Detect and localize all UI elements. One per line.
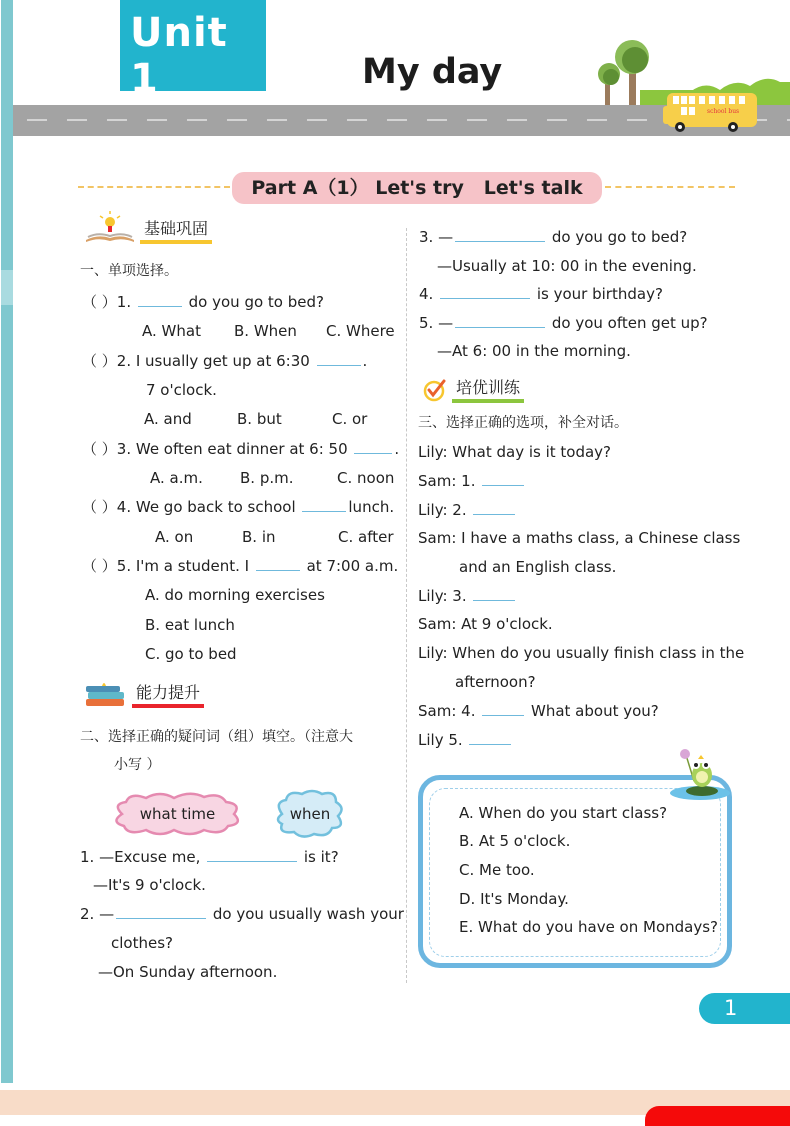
dialogue-line-cont: and an English class. <box>459 558 617 576</box>
option: B. in <box>242 528 276 546</box>
option-d: D. It's Monday. <box>459 890 569 908</box>
blank[interactable] <box>469 732 511 745</box>
option: A. and <box>144 410 192 428</box>
word-bank-what-time <box>110 790 245 838</box>
answer-paren[interactable]: （ ） <box>82 498 117 516</box>
option-e: E. What do you have on Mondays? <box>459 918 719 936</box>
q1-item-2-cont: 7 o'clock. <box>146 381 217 399</box>
q1-item-4-options <box>155 527 394 547</box>
answer-paren[interactable]: （ ） <box>82 440 117 458</box>
dialogue-line: Sam: I have a maths class, a Chinese class <box>418 529 741 547</box>
dialogue-line: Lily: What day is it today? <box>418 443 612 461</box>
option: A. a.m. <box>150 469 203 487</box>
lightbulb-book-icon <box>84 210 136 244</box>
word-bank-label: what time <box>139 805 216 823</box>
school-bus-icon <box>663 93 757 132</box>
q1-item-5-option-b: B. eat lunch <box>145 616 235 634</box>
option: A. What <box>142 322 201 340</box>
word-bank-when <box>274 788 346 840</box>
q1-item-3: （ ）3. We often eat dinner at 6: 50 . <box>82 440 400 458</box>
dialogue-line: Lily: 3. <box>418 586 517 606</box>
q1-item-1-options <box>142 321 395 341</box>
q1-item-5-option-a: A. do morning exercises <box>145 586 325 604</box>
blank[interactable] <box>440 286 530 299</box>
q2-item-5: 5. — do you often get up? <box>419 314 708 332</box>
dialogue-line: Lily: When do you usually finish class in the <box>418 644 745 662</box>
blank[interactable] <box>455 229 545 242</box>
q2-item-3-answer: —Usually at 10: 00 in the evening. <box>437 257 697 275</box>
dashed-rule-right <box>605 186 735 188</box>
q1-item-2-options <box>144 409 367 429</box>
q1-instruction: 一、单项选择。 <box>80 263 178 279</box>
option-c: C. Me too. <box>459 861 535 879</box>
books-icon <box>84 680 128 708</box>
school-bus-scene-illustration <box>595 40 790 136</box>
option: C. Where <box>326 322 395 340</box>
section-title: 培优训练 <box>452 375 524 403</box>
q1-item-4: （ ）4. We go back to school lunch. <box>82 498 395 516</box>
section-advanced <box>422 375 524 403</box>
blank[interactable] <box>455 315 545 328</box>
dialogue-line: Sam: 4. What about you? <box>418 702 659 720</box>
bus-text: school bus <box>707 108 740 115</box>
bottom-red-tab <box>645 1106 790 1126</box>
q2-item-3: 3. — do you go to bed? <box>419 228 688 246</box>
section-improve <box>84 680 204 708</box>
column-divider <box>406 228 407 983</box>
page-number: 1 <box>699 993 790 1024</box>
answer-paren[interactable]: （ ） <box>82 557 117 575</box>
option-a: A. When do you start class? <box>459 804 668 822</box>
answer-paren[interactable]: （ ） <box>82 352 117 370</box>
q1-item-5-option-c: C. go to bed <box>145 645 237 663</box>
word-bank-label: when <box>289 805 331 823</box>
section-title: 能力提升 <box>132 680 204 708</box>
q2-instruction: 二、选择正确的疑问词（组）填空。（注意大 <box>80 729 353 745</box>
blank[interactable] <box>473 588 515 601</box>
option: A. on <box>155 528 194 546</box>
q2-instruction-cont: 小写 ） <box>114 757 161 773</box>
option: B. p.m. <box>240 469 294 487</box>
dialogue-line: Sam: 1. <box>418 471 526 491</box>
option: B. but <box>237 410 282 428</box>
q2-item-1-answer: —It's 9 o'clock. <box>93 876 206 894</box>
q2-item-5-answer: —At 6: 00 in the morning. <box>437 342 631 360</box>
blank[interactable] <box>256 558 300 571</box>
checkmark-icon <box>422 377 448 403</box>
dialogue-line-cont: afternoon? <box>455 673 536 691</box>
page-title: My day <box>362 52 503 92</box>
blank[interactable] <box>354 441 392 454</box>
part-heading: Part A（1） Let's try Let's talk <box>232 172 602 204</box>
unit-badge <box>120 0 266 102</box>
q2-item-4: 4. is your birthday? <box>419 285 663 303</box>
answer-paren[interactable]: （ ） <box>82 293 117 311</box>
q1-item-5: （ ）5. I'm a student. I at 7:00 a.m. <box>82 557 399 575</box>
q3-instruction: 三、选择正确的选项，补全对话。 <box>418 415 628 431</box>
q1-item-3-options <box>150 468 394 488</box>
option-b: B. At 5 o'clock. <box>459 832 571 850</box>
option: C. or <box>332 410 368 428</box>
section-basic <box>84 210 212 244</box>
left-margin-bar <box>1 0 13 1083</box>
q1-item-2: （ ）2. I usually get up at 6:30 . <box>82 352 368 370</box>
q1-item-1: （ ）1. do you go to bed? <box>82 293 324 311</box>
blank[interactable] <box>207 849 297 862</box>
dashed-rule-left <box>78 186 230 188</box>
blank[interactable] <box>302 499 346 512</box>
dialogue-line: Lily 5. <box>418 730 513 750</box>
dialogue-line: Sam: At 9 o'clock. <box>418 615 553 633</box>
q2-item-2: 2. — do you usually wash your <box>80 905 404 923</box>
frog-lotus-illustration <box>668 745 736 805</box>
blank[interactable] <box>317 353 361 366</box>
blank[interactable] <box>473 502 515 515</box>
q2-item-2-cont: clothes? <box>111 934 173 952</box>
option: B. When <box>234 322 297 340</box>
unit-label: Unit 1 <box>130 10 228 102</box>
blank[interactable] <box>482 473 524 486</box>
blank[interactable] <box>116 906 206 919</box>
option: C. noon <box>337 469 395 487</box>
blank[interactable] <box>138 294 182 307</box>
section-title: 基础巩固 <box>140 216 212 244</box>
option: C. after <box>338 528 394 546</box>
blank[interactable] <box>482 703 524 716</box>
q2-item-1: 1. —Excuse me, is it? <box>80 848 339 866</box>
dialogue-line: Lily: 2. <box>418 500 517 520</box>
q2-item-2-answer: —On Sunday afternoon. <box>98 963 278 981</box>
